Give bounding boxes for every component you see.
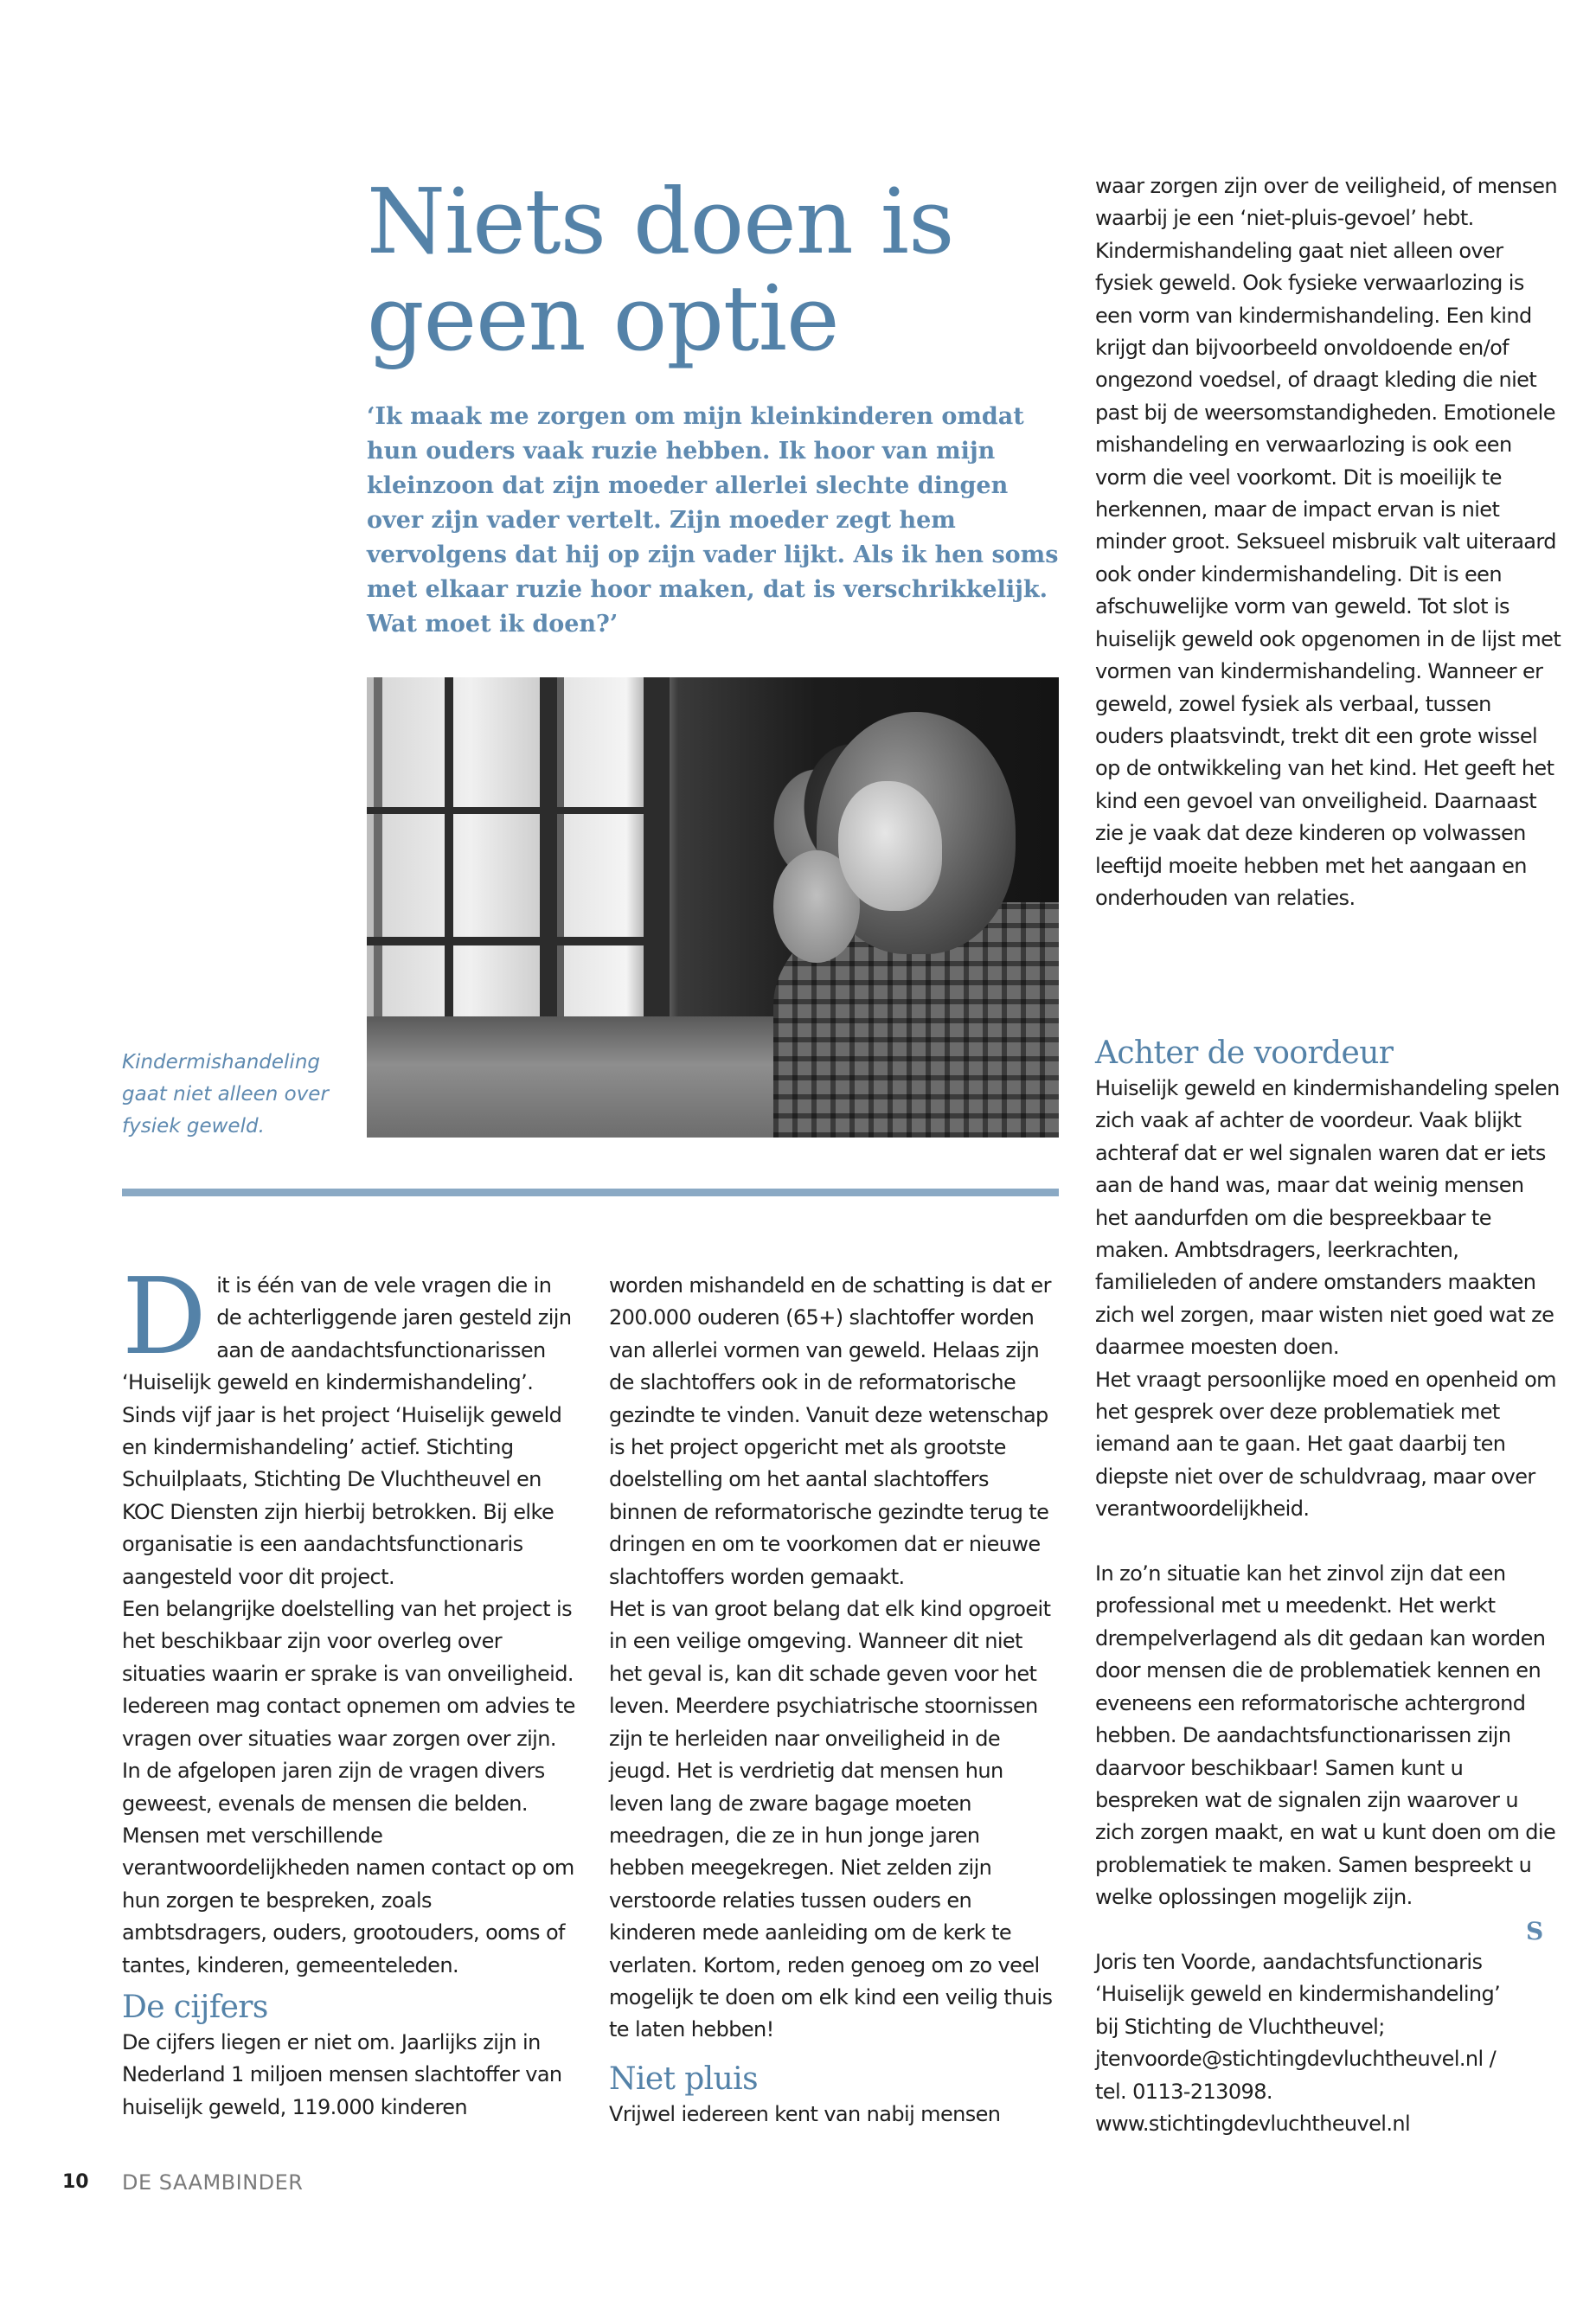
body-paragraph-6: Vrijwel iedereen kent van nabij mensen — [609, 2101, 1001, 2126]
body-paragraph-5: Het is van groot belang dat elk kind opgroeit in een veilige omgeving. Wanneer dit niet het geval is, kan dit schade geven voor het leven. Meerdere psychiatrische stoornissen zijn te herleiden naar onveiligheid in de jeugd. Het is verdrietig dat mensen hun leven lang de zware bagage moeten meedragen, die ze in hun jonge jaren hebben meegekregen. Niet zelden zijn verstoorde relaties tussen ouders en kinderen mede aanleiding om de kerk te verlaten. Kortom, reden genoeg om zo veel mogelijk te doen om elk kind een veilig thuis te laten hebben! — [609, 1597, 1053, 2042]
heading-niet-pluis: Niet pluis — [609, 2061, 758, 2097]
page-number: 10 — [62, 2171, 89, 2193]
signature-line-2: ‘Huiselijk geweld en kindermishandeling’ — [1095, 1982, 1501, 2007]
body-column-3-top — [1095, 170, 1562, 914]
intro-quote: ‘Ik maak me zorgen om mijn kleinkinderen omdat hun ouders vaak ruzie hebben. Ik hoor van mijn kleinzoon dat zijn moeder allerlei slechte dingen over zijn vader vertelt. Zijn moeder zegt hem vervolgens dat hij op zijn vader lijkt. Als ik hen soms met elkaar ruzie hoor maken, dat is verschrikkelijk. Wat moet ik doen?’ — [367, 403, 1059, 638]
drop-cap: D — [122, 1255, 207, 1378]
photo-caption: Kindermishandeling gaat niet alleen over fysiek geweld. — [122, 1051, 329, 1138]
signature-email: jtenvoorde@stichtingdevluchtheuvel.nl / — [1095, 2047, 1497, 2072]
body-column-1 — [122, 1255, 576, 2124]
body-paragraph-10: In zo’n situatie kan het zinvol zijn dat een professional met u meedenkt. Het werkt drempelverlagend als dit gedaan kan worden door mensen die de problematiek kennen en eveneens een reformatorische achtergrond hebben. De aandachtsfunctionarissen zijn daarvoor beschikbaar! Samen kunt u bespreken wat de signalen zijn waarover u zich zorgen maakt, en wat u kunt doen om die problematiek te maken. Samen bespreekt u welke oplossingen mogelijk zijn. — [1095, 1561, 1556, 1910]
body-paragraph-7: waar zorgen zijn over de veiligheid, of mensen waarbij je een ‘niet-pluis-gevoel’ hebt. Kindermishandeling gaat niet alleen over fysiek geweld. Ook fysieke verwaarlozing is een vorm van kindermishandeling. Een kind krijgt dan bijvoorbeeld onvoldoende en/of ongezond voedsel, of draagt kleding die niet past bij de weersomstandigheden. Emotionele mishandeling en verwaarlozing is ook een vorm die veel voorkomt. Dit is moeilijk te herkennen, maar de impact ervan is niet minder groot. Seksueel misbruik valt uiteraard ook onder kindermishandeling. Dit is een afschuwelijke vorm van geweld. Tot slot is huiselijk geweld ook opgenomen in de lijst met vormen van kindermishandeling. Wanneer er geweld, zowel fysiek als verbaal, tussen ouders plaatsvindt, trekt dit een grote wissel op de ontwikkeling van het kind. Het geeft het kind een gevoel van onveiligheid. Daarnaast zie je vaak dat deze kinderen op volwassen leeftijd moeite hebben met het aangaan en onderhouden van relaties. — [1095, 174, 1561, 910]
signature-line-1: Joris ten Voorde, aandachtsfunctionaris — [1095, 1949, 1483, 1974]
signature-website: www.stichtingdevluchtheuvel.nl — [1095, 2111, 1411, 2136]
heading-de-cijfers: De cijfers — [122, 1989, 268, 2025]
author-signature — [1095, 1946, 1562, 2140]
title-line-2: geen optie — [367, 266, 839, 371]
body-paragraph-4: worden mishandeld en de schatting is dat er 200.000 ouderen (65+) slachtoffer worden van allerlei vormen van geweld. Helaas zijn de slachtoffers ook in de reformatorische gezindte te vinden. Vanuit deze wetenschap is het project opgericht met als grootste doelstelling om het aantal slachtoffers binnen de reformatorische gezindte terug te dringen en om te voorkomen dat er nieuwe slachtoffers worden gemaakt. — [609, 1273, 1051, 1589]
section-divider — [122, 1189, 1059, 1196]
title-line-1: Niets doen is — [367, 169, 954, 274]
magazine-name: DE SAAMBINDER — [122, 2170, 304, 2195]
article-title — [367, 169, 1076, 371]
heading-achter-de-voordeur: Achter de voordeur — [1095, 1035, 1394, 1071]
article-photo — [367, 677, 1059, 1138]
body-column-2 — [609, 1270, 1059, 2131]
body-paragraph-9: Het vraagt persoonlijke moed en openheid om het gesprek over deze problematiek met iemand aan te gaan. Het gaat daarbij ten diepste niet over de schuldvraag, maar over verantwoordelijkheid. — [1095, 1367, 1556, 1522]
body-paragraph-1: it is één van de vele vragen die in de achterliggende jaren gesteld zijn aan de aandachtsfunctionarissen ‘Huiselijk geweld en kindermishandeling’. Sinds vijf jaar is het project ‘Huiselijk geweld en kindermishandeling’ actief. Stichting Schuilplaats, Stichting De Vluchtheuvel en KOC Diensten zijn hierbij betrokken. Bij elke organisatie is een aandachtsfunctionaris aangesteld voor dit project. — [122, 1273, 572, 1589]
body-column-3-bottom — [1095, 1035, 1562, 2140]
end-mark-icon: S — [1526, 1917, 1544, 1945]
body-paragraph-3: De cijfers liegen er niet om. Jaarlijks zijn in Nederland 1 miljoen mensen slachtoffer van huiselijk geweld, 119.000 kinderen — [122, 2029, 562, 2119]
signature-phone: tel. 0113-213098. — [1095, 2079, 1272, 2104]
signature-line-3: bij Stichting de Vluchtheuvel; — [1095, 2014, 1385, 2039]
body-paragraph-2: Een belangrijke doelstelling van het project is het beschikbaar zijn voor overleg over situaties waarin er sprake is van onveiligheid. Iedereen mag contact opnemen om advies te vragen over situaties waar zorgen over zijn. In de afgelopen jaren zijn de vragen divers geweest, evenals de mensen die belden. Mensen met verschillende verantwoordelijkheden namen contact op om hun zorgen te bespreken, zoals ambtsdragers, ouders, grootouders, ooms of tantes, kinderen, gemeenteleden. — [122, 1597, 575, 1977]
body-paragraph-8: Huiselijk geweld en kindermishandeling spelen zich vaak af achter de voordeur. Vaak blijkt achteraf dat er wel signalen waren dat er iets aan de hand was, maar dat weinig mensen het aandurfden om die bespreekbaar te maken. Ambtsdragers, leerkrachten, familieleden of andere omstanders maakten zich wel zorgen, maar wisten niet goed wat ze daarmee moesten doen. — [1095, 1076, 1560, 1360]
